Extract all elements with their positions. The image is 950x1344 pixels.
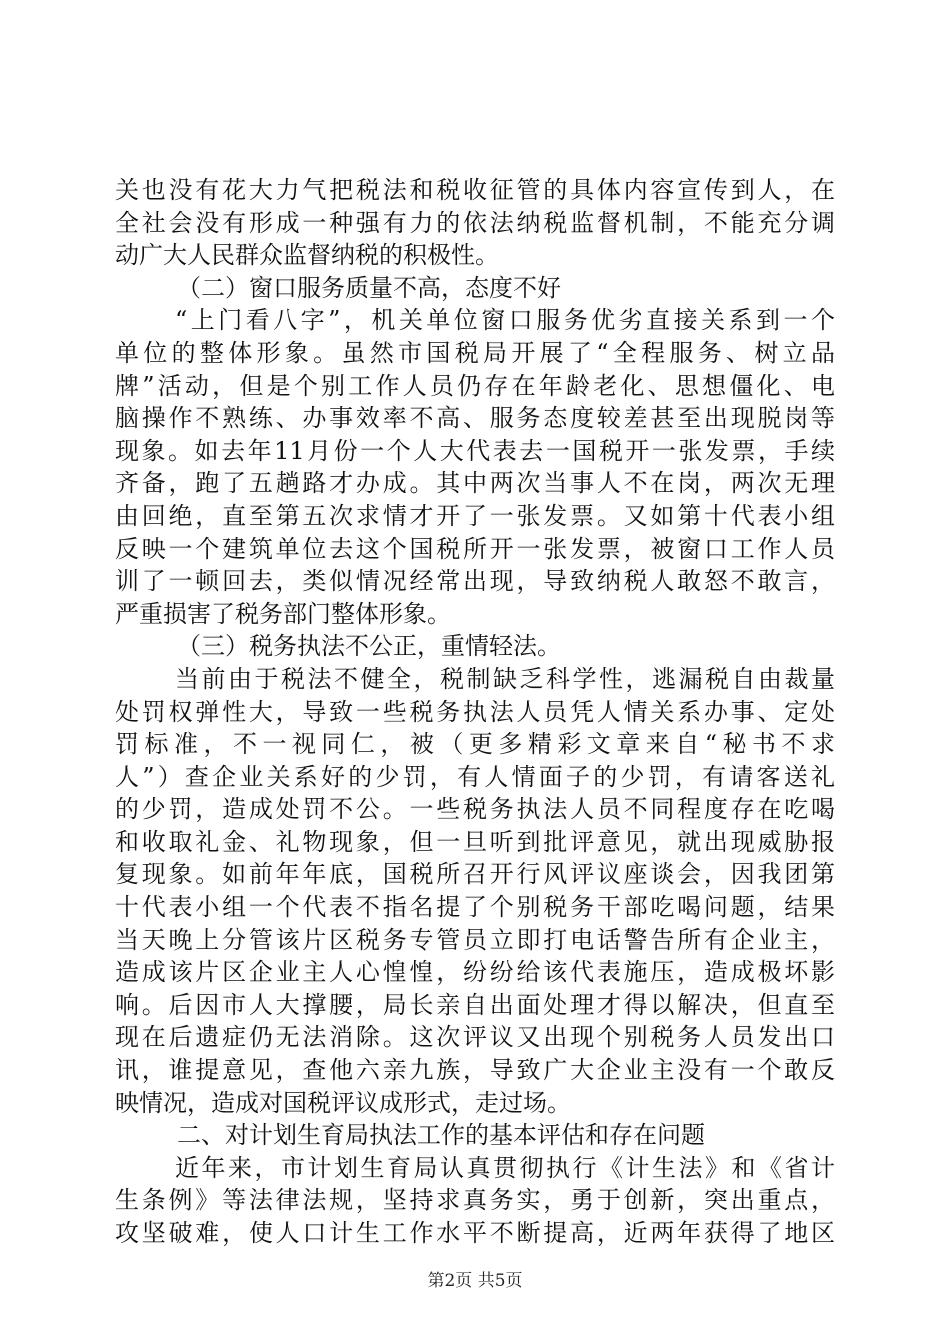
text-line: 全社会没有形成一种强有力的依法纳税监督机制，不能充分调 (115, 208, 835, 237)
text-line: 单位的整体形象。虽然市国税局开展了“全程服务、树立品 (115, 338, 835, 367)
text-line: 脑操作不熟练、办事效率不高、服务态度较差甚至出现脱岗等 (115, 404, 835, 433)
text-line: 人”）查企业关系好的少罚，有人情面子的少罚，有请客送礼 (115, 762, 835, 791)
text-line: 响。后因市人大撑腰，局长亲自出面处理才得以解决，但直至 (115, 990, 835, 1019)
text-line: 当天晚上分管该片区税务专管员立即打电话警告所有企业主， (115, 925, 835, 954)
text-line: 严重损害了税务部门整体形象。 (115, 599, 451, 628)
text-line: 罚标准，不一视同仁，被（更多精彩文章来自“秘书不求 (115, 730, 835, 759)
section-heading: （二）窗口服务质量不高，态度不好 (177, 273, 561, 302)
section-heading: 二、对计划生育局执法工作的基本评估和存在问题 (177, 1121, 705, 1150)
text-line: 近年来，市计划生育局认真贯彻执行《计生法》和《省计 (175, 1153, 835, 1182)
text-line: 讯，谁提意见，查他六亲九族，导致广大企业主没有一个敢反 (115, 1056, 835, 1085)
text-line: 现在后遗症仍无法消除。这次评议又出现个别税务人员发出口 (115, 1023, 835, 1052)
text-line: 处罚权弹性大，导致一些税务执法人员凭人情关系办事、定处 (115, 697, 835, 726)
document-body (115, 174, 835, 1250)
text-line: 的少罚，造成处罚不公。一些税务执法人员不同程度存在吃喝 (115, 795, 835, 824)
text-line: 由回绝，直至第五次求情才开了一张发票。又如第十代表小组 (115, 501, 835, 530)
text-line: 复现象。如前年年底，国税所召开行风评议座谈会，因我团第 (115, 860, 835, 889)
text-line: 反映一个建筑单位去这个国税所开一张发票，被窗口工作人员 (115, 534, 835, 563)
text-line: 现象。如去年11月份一个人大代表去一国税开一张发票，手续 (115, 436, 835, 465)
text-line: 当前由于税法不健全，税制缺乏科学性，逃漏税自由裁量 (175, 664, 835, 693)
text-line: 生条例》等法律法规，坚持求真务实，勇于创新，突出重点， (115, 1186, 835, 1215)
text-line: 牌”活动，但是个别工作人员仍存在年龄老化、思想僵化、电 (115, 371, 835, 400)
text-line: 十代表小组一个代表不指名提了个别税务干部吃喝问题，结果 (115, 893, 835, 922)
text-line: 造成该片区企业主人心惶惶，纷纷给该代表施压，造成极坏影 (115, 958, 835, 987)
text-line: 关也没有花大力气把税法和税收征管的具体内容宣传到人，在 (115, 176, 835, 204)
text-line: 映情况，造成对国税评议成形式，走过场。 (115, 1088, 571, 1117)
text-line: “上门看八字”，机关单位窗口服务优劣直接关系到一个 (175, 306, 835, 335)
section-heading: （三）税务执法不公正，重情轻法。 (177, 632, 561, 661)
page-footer: 第2页 共5页 (427, 1271, 523, 1291)
text-line: 训了一顿回去，类似情况经常出现，导致纳税人敢怒不敢言， (115, 567, 835, 596)
text-line: 攻坚破难，使人口计生工作水平不断提高，近两年获得了地区 (115, 1219, 835, 1247)
text-line: 动广大人民群众监督纳税的积极性。 (115, 241, 499, 270)
text-line: 齐备，跑了五趟路才办成。其中两次当事人不在岗，两次无理 (115, 469, 835, 498)
text-line: 和收取礼金、礼物现象，但一旦听到批评意见，就出现威胁报 (115, 827, 835, 856)
